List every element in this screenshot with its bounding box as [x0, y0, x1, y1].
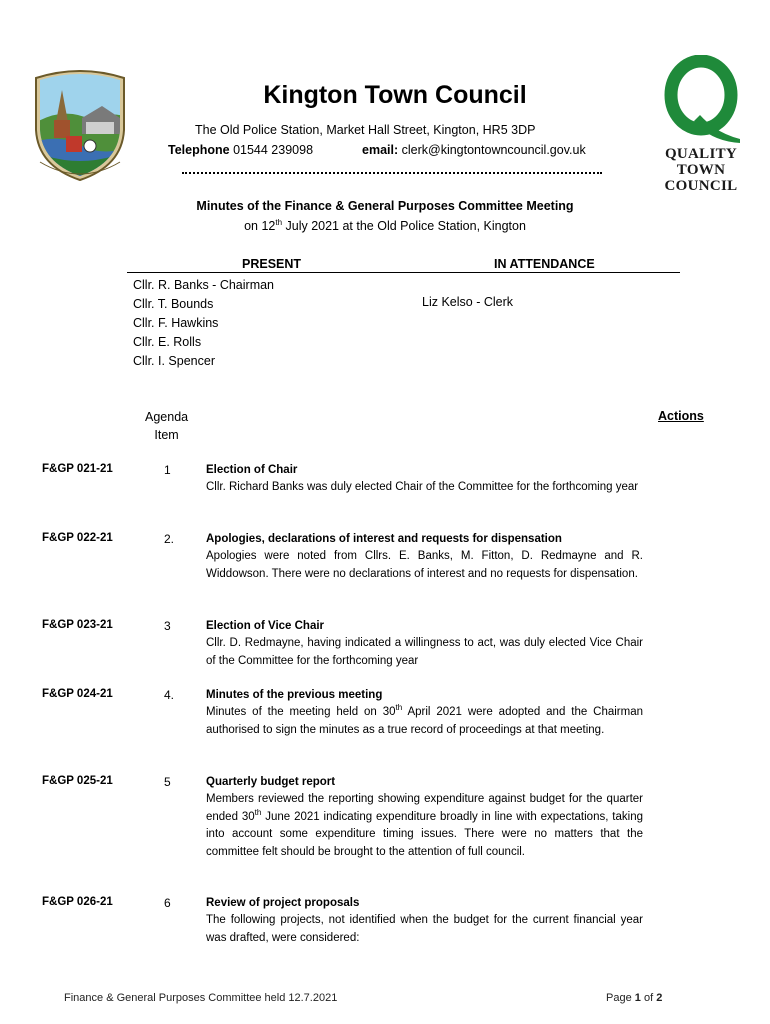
item-ref: F&GP 021-21	[42, 463, 113, 475]
in-attendance-heading: IN ATTENDANCE	[494, 257, 595, 271]
minutes-title: Minutes of the Finance & General Purposes Committee Meeting	[196, 199, 574, 213]
item-text: Apologies were noted from Cllrs. E. Banks, M. Fitton, D. Redmayne and R. Widdowson. There were no declarations of interest and no requests for dispensation.	[206, 550, 643, 580]
item-ref: F&GP 024-21	[42, 688, 113, 700]
quality-line-1: QUALITY	[664, 146, 738, 162]
item-text: Cllr. D. Redmayne, having indicated a willingness to act, was duly elected Vice Chair of the Committee for the forthcoming year	[206, 637, 643, 667]
email-label: email:	[362, 143, 399, 157]
footer-meeting-label: Finance & General Purposes Committee held 12.7.2021	[64, 992, 338, 1004]
item-number: 2.	[164, 532, 175, 546]
item-ref: F&GP 025-21	[42, 775, 113, 787]
present-list	[133, 276, 274, 371]
attendance-rule	[127, 272, 680, 273]
present-member: Cllr. R. Banks - Chairman	[133, 278, 275, 292]
telephone-value: 01544 239098	[233, 143, 314, 157]
actions-header: Actions	[658, 409, 704, 423]
council-address: The Old Police Station, Market Hall Street, Kington, HR5 3DP	[195, 123, 536, 137]
item-number: 6	[164, 896, 171, 910]
item-title: Apologies, declarations of interest and requests for dispensation	[206, 533, 562, 545]
item-body	[206, 895, 643, 947]
item-text: Members reviewed the reporting showing expenditure against budget for the quarter ended 30th June 2021 indicating expenditure broadly in line with expectations, taking into account some expenditure timing issues. There were no matters that the committee felt should be brought to the attention of full council.	[206, 793, 643, 858]
contact-line	[168, 143, 586, 157]
item-title: Minutes of the previous meeting	[206, 689, 383, 701]
present-member: Cllr. F. Hawkins	[133, 316, 219, 330]
item-text: The following projects, not identified when the budget for the current financial year was drafted, were considered:	[206, 914, 643, 944]
item-text: Minutes of the meeting held on 30th April 2021 were adopted and the Chairman authorised to sign the minutes as a true record of proceedings at that meeting.	[206, 703, 643, 736]
present-member: Cllr. I. Spencer	[133, 354, 215, 368]
quality-line-2: TOWN	[676, 162, 726, 178]
item-body	[206, 618, 643, 670]
quality-line-3: COUNCIL	[664, 178, 738, 194]
item-body	[206, 531, 643, 583]
item-number: 5	[164, 775, 171, 789]
email-value[interactable]: clerk@kingtontowncouncil.gov.uk	[401, 143, 586, 157]
quality-town-council-logo	[660, 55, 742, 200]
footer-page-number: Page 1 of 2	[606, 992, 663, 1004]
item-number: 1	[164, 463, 171, 477]
present-member: Cllr. T. Bounds	[133, 297, 214, 311]
agenda-item-header: Agenda Item	[145, 410, 189, 442]
item-body	[206, 687, 643, 739]
dotted-divider	[182, 170, 602, 174]
item-title: Quarterly budget report	[206, 776, 336, 788]
item-body	[206, 774, 643, 861]
council-title: Kington Town Council	[263, 81, 527, 109]
item-text: Cllr. Richard Banks was duly elected Chair of the Committee for the forthcoming year	[206, 481, 639, 494]
minutes-date: on 12th July 2021 at the Old Police Station, Kington	[244, 217, 526, 233]
item-number: 3	[164, 619, 171, 633]
item-ref: F&GP 026-21	[42, 896, 113, 908]
item-title: Election of Chair	[206, 464, 298, 476]
attendance-member: Liz Kelso - Clerk	[422, 295, 513, 309]
present-member: Cllr. E. Rolls	[133, 335, 202, 349]
item-body	[206, 462, 643, 497]
item-number: 4.	[164, 688, 175, 702]
present-heading: PRESENT	[242, 257, 302, 271]
item-title: Election of Vice Chair	[206, 620, 325, 632]
item-ref: F&GP 023-21	[42, 619, 113, 631]
telephone-label: Telephone	[168, 143, 230, 157]
item-ref: F&GP 022-21	[42, 532, 113, 544]
item-title: Review of project proposals	[206, 897, 360, 909]
